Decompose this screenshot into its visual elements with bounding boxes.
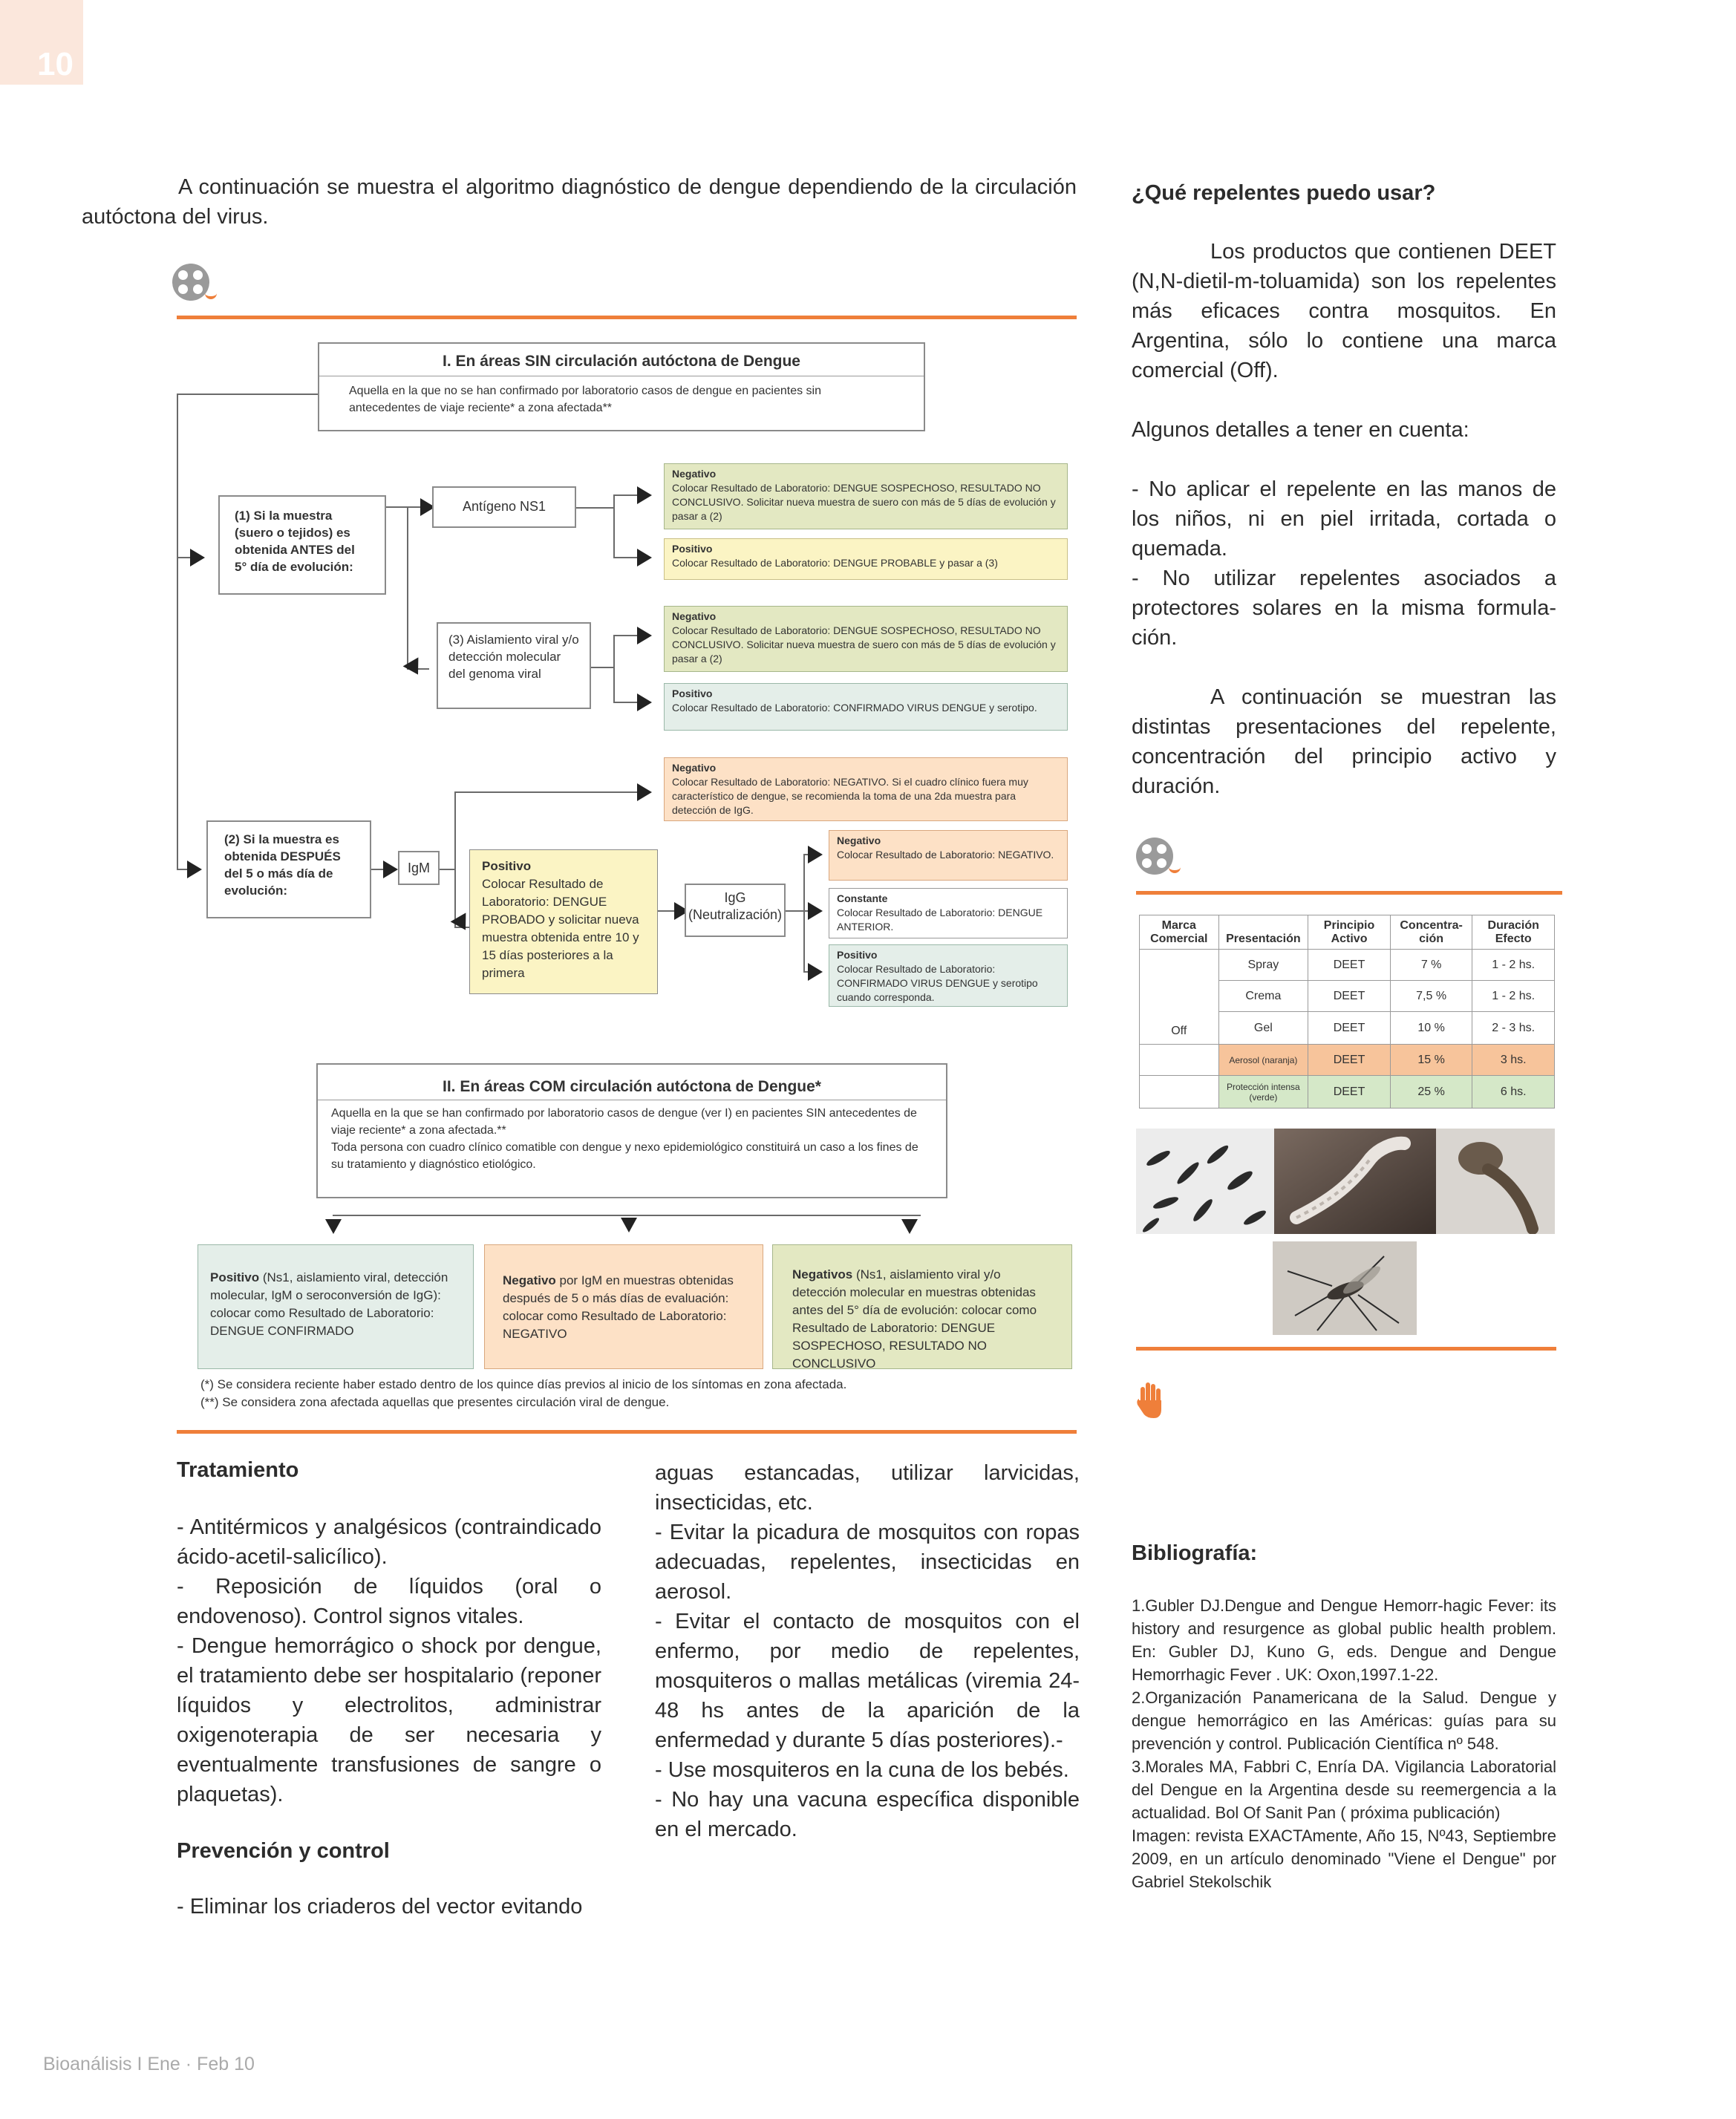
result-head: Positivo: [210, 1270, 260, 1284]
footnote-1: (*) Se considera reciente haber estado dentro de los quince días previos al inicio de los síntomas en zona afectada.: [200, 1377, 847, 1391]
section2-desc2: Toda persona con cuadro clínico comatible con dengue y nexo epidemiológico constituirá un caso a los fines de su tratamiento y diagnóstico etiológico.: [331, 1141, 918, 1171]
result-text: Colocar Resultado de Laboratorio: NEGATIVO. Si el cuadro clínico fuera muy característico de dengue, se recomienda la toma de una 2da muestra para detección de IgG.: [672, 776, 1028, 816]
treatment-item: - Antitérmicos y analgésicos (contraindicado ácido-acetil-salicílico).: [177, 1515, 601, 1569]
repellents-section: [1132, 181, 1556, 801]
repellents-p1: Los productos que contienen DEET (N,N-dietil-m-toluamida) son los repelentes más eficaces contra mosquitos. En Argentina, sólo lo contiene una marca comercial (Off).: [1132, 240, 1556, 382]
divider-right-top: [1136, 891, 1562, 895]
cell: 1 - 2 hs.: [1472, 950, 1555, 981]
th-brand: Marca Comercial: [1140, 915, 1219, 950]
cell: 2 - 3 hs.: [1472, 1012, 1555, 1045]
bibliography-entry: 1.Gubler DJ.Dengue and Dengue Hemorr-hagic Fever: its history and resurgence as global public health problem. En: Gubler DJ, Kuno G, eds. Dengue and Dengue Hemorrhagic Fever . UK: Oxon,1997.1-22.: [1132, 1596, 1556, 1684]
cell: Crema: [1218, 981, 1308, 1012]
result-head: Negativo: [672, 762, 717, 774]
treatment-title: Tratamiento: [177, 1458, 299, 1482]
th-concentration: Concentra-ción: [1390, 915, 1472, 950]
cell: Spray: [1218, 950, 1308, 981]
prevention-item: - Evitar el contacto de mosquitos con el enfermo, por medio de repelentes, mosquiteros o mallas metálicas (viremia 24-48 hs antes de la aparición de la enfermedad y durante 5 días posteriores).-: [655, 1610, 1080, 1752]
result-head: Negativo: [503, 1273, 556, 1287]
prevention-title: Prevención y control: [177, 1839, 390, 1863]
result-igg-positive: [829, 944, 1068, 1007]
case1-box: (1) Si la muestra (suero o tejidos) es obtenida ANTES del 5° día de evolución:: [218, 495, 386, 595]
divider-right-bottom: [1136, 1347, 1556, 1351]
hand-stop-icon: [1135, 1381, 1167, 1418]
section1-desc: Aquella en la que no se han confirmado por laboratorio casos de dengue en pacientes sin antecedentes de viaje reciente* a zona afectada**: [349, 385, 821, 414]
th-presentation: Presentación: [1218, 915, 1308, 950]
repellents-p5: A continuación se muestran las distintas presentaciones del repelente, concentración del principio activo y duración.: [1132, 685, 1556, 798]
result-isolation-positive: [664, 683, 1068, 731]
prevention-continued: [655, 1458, 1080, 1844]
cell: Protección intensa (verde): [1218, 1076, 1308, 1109]
table-row: [1140, 1045, 1555, 1076]
result-igm-negative: [664, 757, 1068, 821]
table-row: [1140, 1076, 1555, 1109]
repellents-p4: - No utilizar repelentes asociados a protectores solares en la misma formula-ción.: [1132, 567, 1556, 650]
section2-box: [316, 1063, 947, 1198]
section2-title: II. En áreas COM circulación autóctona de Dengue*: [318, 1065, 946, 1100]
table-row: [1140, 950, 1555, 981]
cell: 15 %: [1390, 1045, 1472, 1076]
result-igg-constant: [829, 888, 1068, 938]
result-ns1-negative: [664, 463, 1068, 529]
result-area2-positive: [198, 1244, 474, 1369]
cell: 25 %: [1390, 1076, 1472, 1109]
cell: Aerosol (naranja): [1218, 1045, 1308, 1076]
result-text: Colocar Resultado de Laboratorio: DENGUE ANTERIOR.: [837, 907, 1043, 933]
result-text: Colocar Resultado de Laboratorio: DENGUE SOSPECHOSO, RESULTADO NO CONCLUSIVO. Solicitar nueva muestra de suero con más de 5 días de evolución y pasar a (2): [672, 624, 1056, 665]
cell: DEET: [1308, 1076, 1391, 1109]
result-isolation-negative: [664, 606, 1068, 672]
cell: DEET: [1308, 981, 1391, 1012]
bibliography-entry: 3.Morales MA, Fabbri C, Enría DA. Vigilancia Laboratorial del Dengue en la Argentina desde su reemergencia a la actualidad. Bol Of Sanit Pan ( próxima publicación): [1132, 1757, 1556, 1822]
result-text: (Ns1, aislamiento viral, detección molecular, IgM o seroconversión de IgG): colocar como Resultado de Laboratorio: DENGUE CONFIRMADO: [210, 1270, 448, 1338]
adult-mosquito-photo: [1273, 1241, 1417, 1335]
treatment-list: [177, 1512, 601, 1809]
bibliography-entry: 2.Organización Panamericana de la Salud. Dengue y dengue hemorrágico en las Américas: guías para su prevención y control. Publicación Científica nº 548.: [1132, 1688, 1556, 1753]
treatment-item: - Dengue hemorrágico o shock por dengue, el tratamiento debe ser hospitalario (reponer líquidos y electrolitos, administrar oxigenoterapia de ser necesaria y eventualmente transfusiones de sangre o plaquetas).: [177, 1634, 601, 1806]
result-head: Negativo: [837, 835, 881, 846]
page-footer: Bioanálisis I Ene · Feb 10: [43, 2054, 255, 2074]
page-number: 10: [37, 46, 74, 82]
result-ns1-positive: [664, 538, 1068, 580]
result-head: Negativos: [792, 1267, 853, 1281]
result-text: Colocar Resultado de Laboratorio: CONFIRMADO VIRUS DENGUE y serotipo.: [672, 702, 1037, 714]
case2-box: (2) Si la muestra es obtenida DESPUÉS del 5 o más día de evolución:: [206, 820, 371, 918]
repellents-p2: Algunos detalles a tener en cuenta:: [1132, 418, 1469, 442]
section2-desc1: Aquella en la que se han confirmado por laboratorio casos de dengue (ver I) en pacientes SIN antecedentes de viaje reciente* a zona afectada.**: [331, 1107, 917, 1137]
igm-positive-box: [469, 849, 658, 994]
cell: DEET: [1308, 950, 1391, 981]
bibliography-title: Bibliografía:: [1132, 1541, 1258, 1565]
repellents-p3: - No aplicar el repelente en las manos de los niños, ni en piel irritada, cortada o quemada.: [1132, 477, 1556, 561]
section1-title: I. En áreas SIN circulación autóctona de Dengue: [319, 344, 924, 376]
cell: DEET: [1308, 1045, 1391, 1076]
prevention-item: - No hay una vacuna específica disponible en el mercado.: [655, 1788, 1080, 1841]
cell: 6 hs.: [1472, 1076, 1555, 1109]
result-head: Positivo: [672, 688, 713, 699]
result-text: (Ns1, aislamiento viral y/o detección molecular en muestras obtenidas antes del 5° día de evolución: colocar como Resultado de Laboratorio: DENGUE SOSPECHOSO, RESULTADO NO CONCLUSIVO: [792, 1267, 1037, 1371]
result-head: Positivo: [482, 859, 532, 873]
cell: 10 %: [1390, 1012, 1472, 1045]
result-igg-negative: [829, 830, 1068, 881]
result-head: Negativo: [672, 610, 717, 622]
film-reel-icon: [1136, 838, 1173, 875]
cell: Gel: [1218, 1012, 1308, 1045]
section1-box: [318, 342, 925, 431]
bibliography-entry: Imagen: revista EXACTAmente, Año 15, Nº43, Septiembre 2009, en un artículo denominado "Viene el Dengue" por Gabriel Stekolschik: [1132, 1826, 1556, 1891]
result-head: Negativo: [672, 468, 717, 480]
result-head: Positivo: [672, 543, 713, 555]
treatment-item: - Reposición de líquidos (oral o endovenoso). Control signos vitales.: [177, 1575, 601, 1628]
repellent-table: [1139, 915, 1555, 1109]
treatment-section: [177, 1458, 601, 1922]
mosquito-pupa-photo: [1436, 1129, 1555, 1234]
mosquito-larva-photo: [1274, 1129, 1436, 1234]
cell: 7,5 %: [1390, 981, 1472, 1012]
cell: 1 - 2 hs.: [1472, 981, 1555, 1012]
prevention-item: - Evitar la picadura de mosquitos con ropas adecuadas, repelentes, insecticidas en aerosol.: [655, 1521, 1080, 1604]
result-area2-negatives: [772, 1244, 1072, 1369]
cell: 7 %: [1390, 950, 1472, 981]
result-text: Colocar Resultado de Laboratorio: DENGUE SOSPECHOSO, RESULTADO NO CONCLUSIVO. Solicitar nueva muestra de suero con más de 5 días de evolución y pasar a (2): [672, 482, 1056, 522]
result-head: Constante: [837, 892, 888, 904]
th-active: Principio Activo: [1308, 915, 1391, 950]
result-text: Colocar Resultado de Laboratorio: DENGUE PROBADO y solicitar nueva muestra obtenida entre 10 y 15 días posteriores a la primera: [482, 877, 639, 980]
th-duration: Duración Efecto: [1472, 915, 1555, 950]
footnote-2: (**) Se considera zona afectada aquellas que presentes circulación viral de dengue.: [200, 1395, 670, 1409]
igm-box: IgM: [398, 851, 440, 885]
result-area2-negative-igm: [484, 1244, 763, 1369]
divider-bottom: [177, 1430, 1077, 1434]
cell: DEET: [1308, 1012, 1391, 1045]
viral-isolation-box: (3) Aislamiento viral y/o detección molecular del genoma viral: [437, 622, 591, 709]
result-text: por IgM en muestras obtenidas después de 5 o más días de evaluación: colocar como Resultado de Laboratorio: NEGATIVO: [503, 1273, 734, 1341]
result-text: Colocar Resultado de Laboratorio: NEGATIVO.: [837, 849, 1054, 861]
mosquito-eggs-photo: [1136, 1129, 1274, 1234]
intro-text: A continuación se muestra el algoritmo diagnóstico de dengue dependiendo de la circulación autóctona del virus.: [82, 175, 1077, 229]
result-head: Positivo: [837, 949, 878, 961]
antigen-ns1-box: Antígeno NS1: [432, 486, 576, 528]
igg-neutralization-box: IgG (Neutralización): [685, 884, 786, 937]
prevention-item: - Use mosquiteros en la cuna de los bebés.: [655, 1758, 1069, 1782]
bibliography-section: [1132, 1541, 1556, 1893]
repellents-title: ¿Qué repelentes puedo usar?: [1132, 181, 1436, 205]
prevention-first-item: - Eliminar los criaderos del vector evitando: [177, 1895, 583, 1919]
brand-cell: Off: [1140, 950, 1219, 1045]
cell: 3 hs.: [1472, 1045, 1555, 1076]
result-text: Colocar Resultado de Laboratorio: DENGUE PROBABLE y pasar a (3): [672, 557, 998, 569]
prevention-item: aguas estancadas, utilizar larvicidas, insecticidas, etc.: [655, 1461, 1080, 1515]
result-text: Colocar Resultado de Laboratorio: CONFIRMADO VIRUS DENGUE y serotipo cuando corresponda.: [837, 963, 1038, 1003]
